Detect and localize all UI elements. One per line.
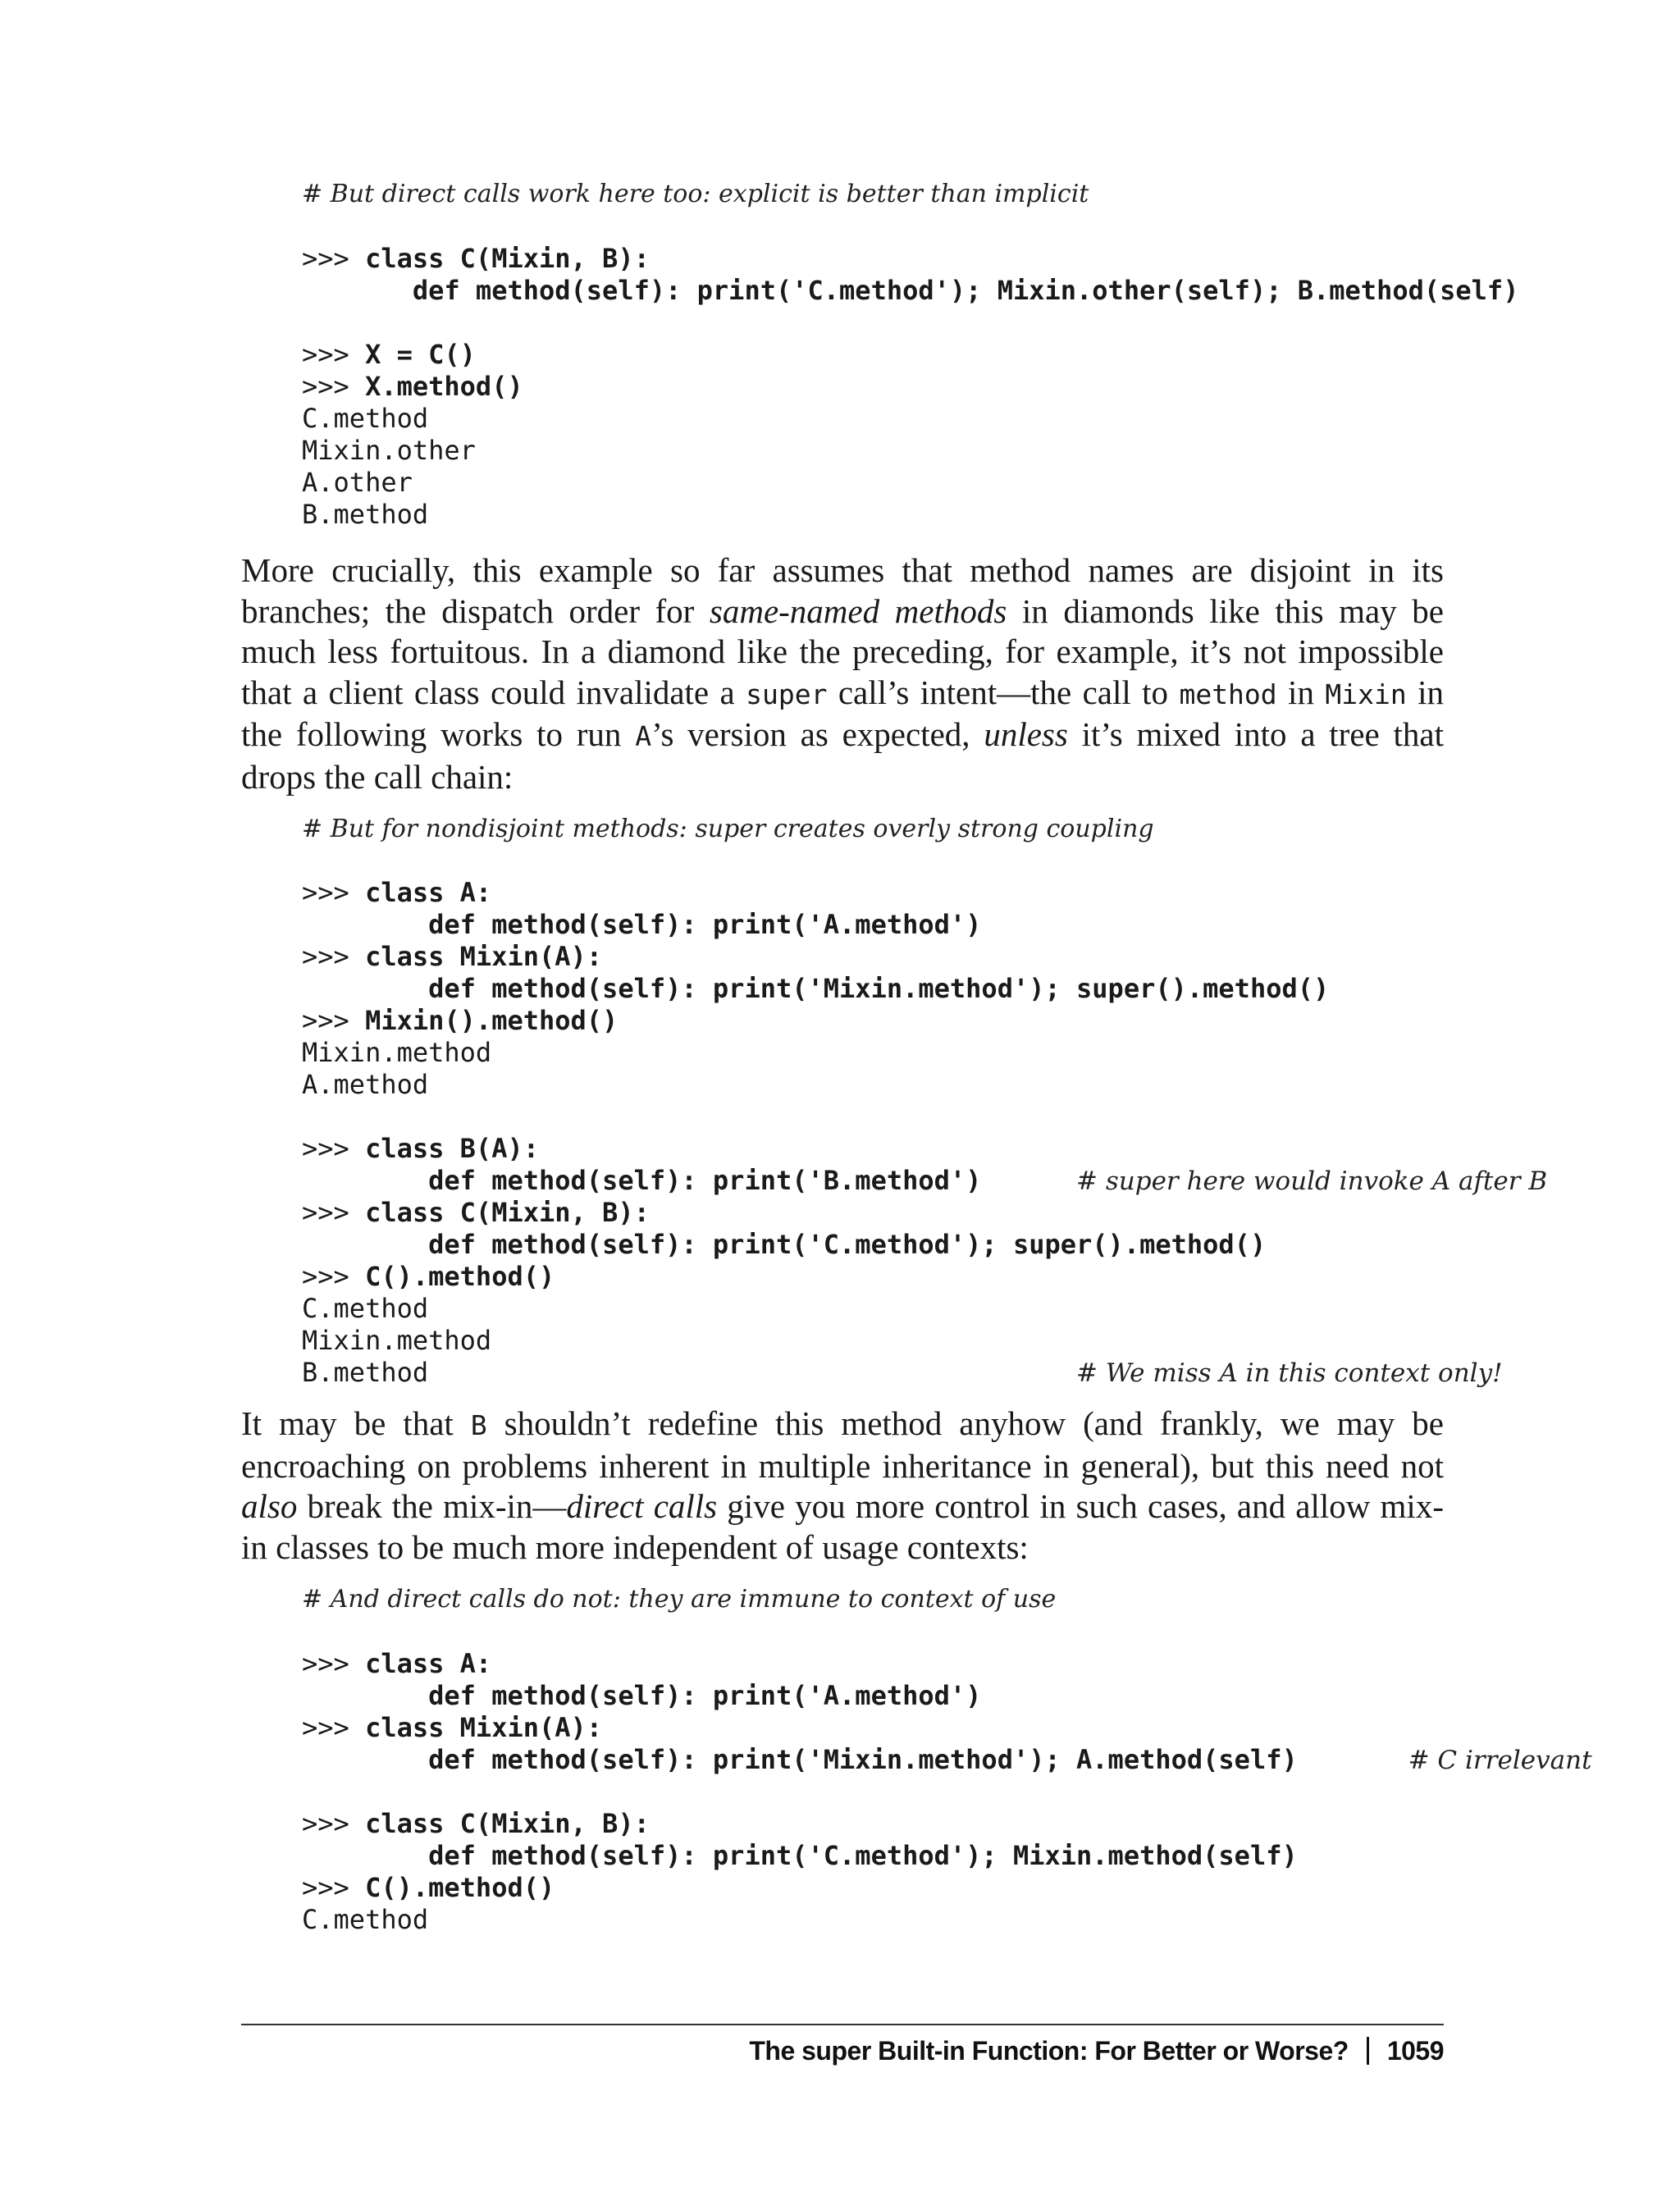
code-line: >>> class C(Mixin, B): [302,1808,650,1839]
code-output: C.method [302,1904,429,1935]
code-block-3 [302,1648,1592,1936]
body-paragraph-1: More crucially, this example so far assumes that method names are disjoint in its branches; the dispatch order for same-named methods in diamonds like this may be much less fortuitous. In a diamond like the preceding, for example, it’s not impossible that a client class could invalidate a super call’s intent—the call to method in Mixin in the following works to run A’s version as expected, unless it’s mixed into a tree that drops the call chain: [241,551,1444,796]
code-output: Mixin.method [302,1325,492,1356]
code-output: Mixin.other [302,435,476,466]
code-output: C.method [302,1293,429,1324]
code-annotation: # We miss A in this context only! [1076,1358,1503,1388]
code-output: A.method [302,1069,429,1100]
code-line [302,1101,1547,1133]
code-comment: # But direct calls work here too: explicit is better than implicit [302,180,1089,208]
code-line: def method(self): print('B.method') # super here would invoke A after B [428,1165,1548,1196]
code-line: >>> Mixin().method() [302,1005,619,1036]
code-line: def method(self): print('A.method') [428,909,982,940]
code-line: >>> C().method() [302,1872,555,1903]
code-comment: # But for nondisjoint methods: super creates overly strong coupling [302,815,1154,843]
code-annotation: # C irrelevant [1408,1746,1592,1775]
code-line: def method(self): print('C.method'); Mixin.other(self); B.method(self) [412,275,1519,306]
code-line [302,1776,1592,1808]
code-line: >>> X.method() [302,371,523,402]
code-line: def method(self): print('Mixin.method'); super().method() [428,973,1330,1004]
code-line: >>> C().method() [302,1261,555,1292]
code-line: >>> class Mixin(A): [302,1712,603,1743]
body-paragraph-2: It may be that B shouldn’t redefine this method anyhow (and frankly, we may be encroaching on problems inherent in multiple inheritance in general), but this need not also break the mix-in—direct calls give you more control in such cases, and allow mix-in classes to be much more independent of usage contexts: [241,1404,1444,1566]
footer-rule [241,2024,1444,2025]
code-output: A.other [302,467,413,498]
code-line: def method(self): print('A.method') [428,1680,982,1711]
code-line: >>> class A: [302,1648,492,1679]
running-title: The super Built-in Function: For Better or Worse? [749,2036,1349,2066]
code-block-1 [302,243,1518,531]
code-line: def method(self): print('Mixin.method'); A.method(self) # C irrelevant [428,1744,1592,1775]
page-number: 1059 [1386,2036,1444,2066]
code-line: def method(self): print('C.method'); Mixin.method(self) [428,1840,1298,1871]
code-comment: # And direct calls do not: they are immune to context of use [302,1585,1057,1614]
code-line: >>> class A: [302,877,492,908]
code-output: B.method # We miss A in this context only! [302,1357,1503,1388]
page-footer [749,2034,1444,2067]
code-line: >>> X = C() [302,339,476,370]
code-line: >>> class C(Mixin, B): [302,243,650,274]
code-line: >>> class Mixin(A): [302,941,603,972]
code-line: >>> class B(A): [302,1133,539,1164]
code-output: B.method [302,499,429,530]
code-line [302,307,1518,339]
code-output: Mixin.method [302,1037,492,1068]
code-output: C.method [302,403,429,434]
code-line: >>> class C(Mixin, B): [302,1197,650,1228]
footer-separator [1367,2037,1369,2065]
code-block-2 [302,877,1547,1389]
code-annotation: # super here would invoke A after B [1076,1166,1548,1196]
code-line: def method(self): print('C.method'); super().method() [428,1229,1267,1260]
